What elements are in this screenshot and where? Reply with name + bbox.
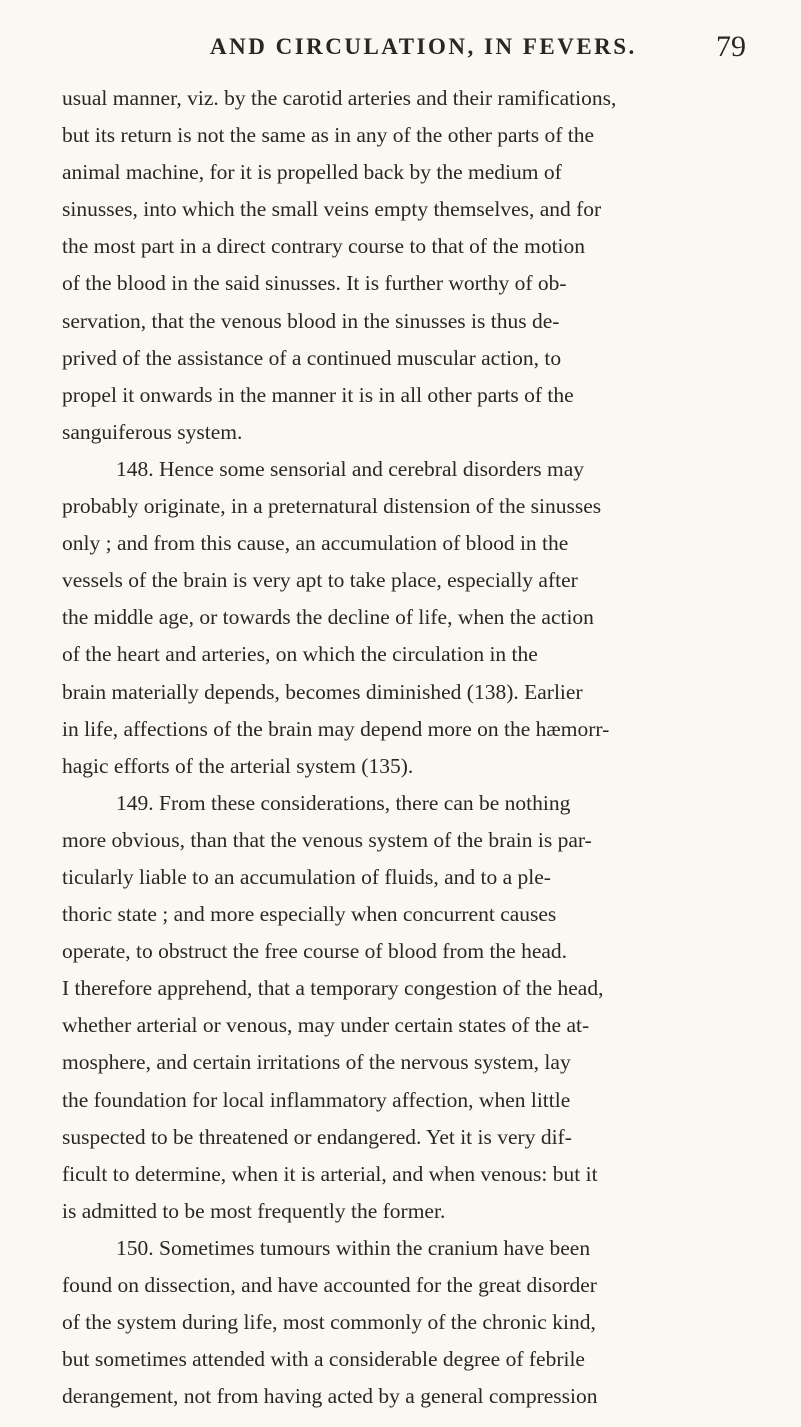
text-line: in life, affections of the brain may depend more on the hæmorr- — [62, 716, 610, 741]
text-line: suspected to be threatened or endangered. Yet it is very dif- — [62, 1124, 572, 1149]
text-line: probably originate, in a preternatural distension of the sinusses — [62, 494, 602, 519]
text-line: of the system during life, most commonly of the chronic kind, — [62, 1310, 596, 1335]
text-line: thoric state ; and more especially when concurrent causes — [62, 902, 557, 927]
text-line: whether arterial or venous, may under certain states of the at- — [62, 1013, 590, 1038]
paragraph-150-start: 150. Sometimes tumours within the cranium have been — [116, 1235, 591, 1260]
body-text — [62, 80, 772, 1415]
paragraph-148-start: 148. Hence some sensorial and cerebral disorders may — [116, 456, 585, 481]
text-line: prived of the assistance of a continued muscular action, to — [62, 345, 562, 370]
text-line: only ; and from this cause, an accumulation of blood in the — [62, 531, 569, 556]
text-line: servation, that the venous blood in the sinusses is thus de- — [62, 308, 560, 333]
text-line: brain materially depends, becomes diminished (138). Earlier — [62, 679, 583, 704]
text-line: animal machine, for it is propelled back by the medium of — [62, 160, 562, 185]
running-head: AND CIRCULATION, IN FEVERS. — [210, 34, 637, 59]
text-line: sinusses, into which the small veins empty themselves, and for — [62, 197, 602, 222]
text-line: but sometimes attended with a considerable degree of febrile — [62, 1347, 585, 1372]
text-line: derangement, not from having acted by a general compression — [62, 1384, 598, 1409]
text-line: of the heart and arteries, on which the circulation in the — [62, 642, 538, 667]
text-line: found on dissection, and have accounted for the great disorder — [62, 1273, 597, 1297]
page-number: 79 — [716, 30, 746, 63]
text-line: usual manner, viz. by the carotid arteries and their ramifications, — [62, 86, 617, 110]
text-line: the foundation for local inflammatory affection, when little — [62, 1087, 571, 1112]
text-line: mosphere, and certain irritations of the nervous system, lay — [62, 1050, 571, 1075]
text-line: is admitted to be most frequently the former. — [62, 1198, 446, 1223]
text-line: of the blood in the said sinusses. It is further worthy of ob- — [62, 271, 567, 296]
text-line: I therefore apprehend, that a temporary congestion of the head, — [62, 976, 604, 1001]
text-line: vessels of the brain is very apt to take place, especially after — [62, 568, 578, 593]
text-line: ficult to determine, when it is arterial, and when venous: but it — [62, 1161, 598, 1186]
text-line: the middle age, or towards the decline of life, when the action — [62, 605, 594, 630]
text-line: hagic efforts of the arterial system (135). — [62, 753, 414, 778]
text-line: operate, to obstruct the free course of blood from the head. — [62, 939, 568, 964]
page-header — [210, 30, 770, 66]
paragraph-149-start: 149. From these considerations, there can be nothing — [116, 790, 571, 815]
text-line: ticularly liable to an accumulation of fluids, and to a ple- — [62, 864, 551, 889]
text-line: propel it onwards in the manner it is in all other parts of the — [62, 382, 574, 407]
text-line: sanguiferous system. — [62, 419, 243, 444]
text-line: the most part in a direct contrary course to that of the motion — [62, 234, 586, 259]
text-line: but its return is not the same as in any of the other parts of the — [62, 123, 594, 148]
text-line: more obvious, than that the venous system of the brain is par- — [62, 827, 592, 852]
